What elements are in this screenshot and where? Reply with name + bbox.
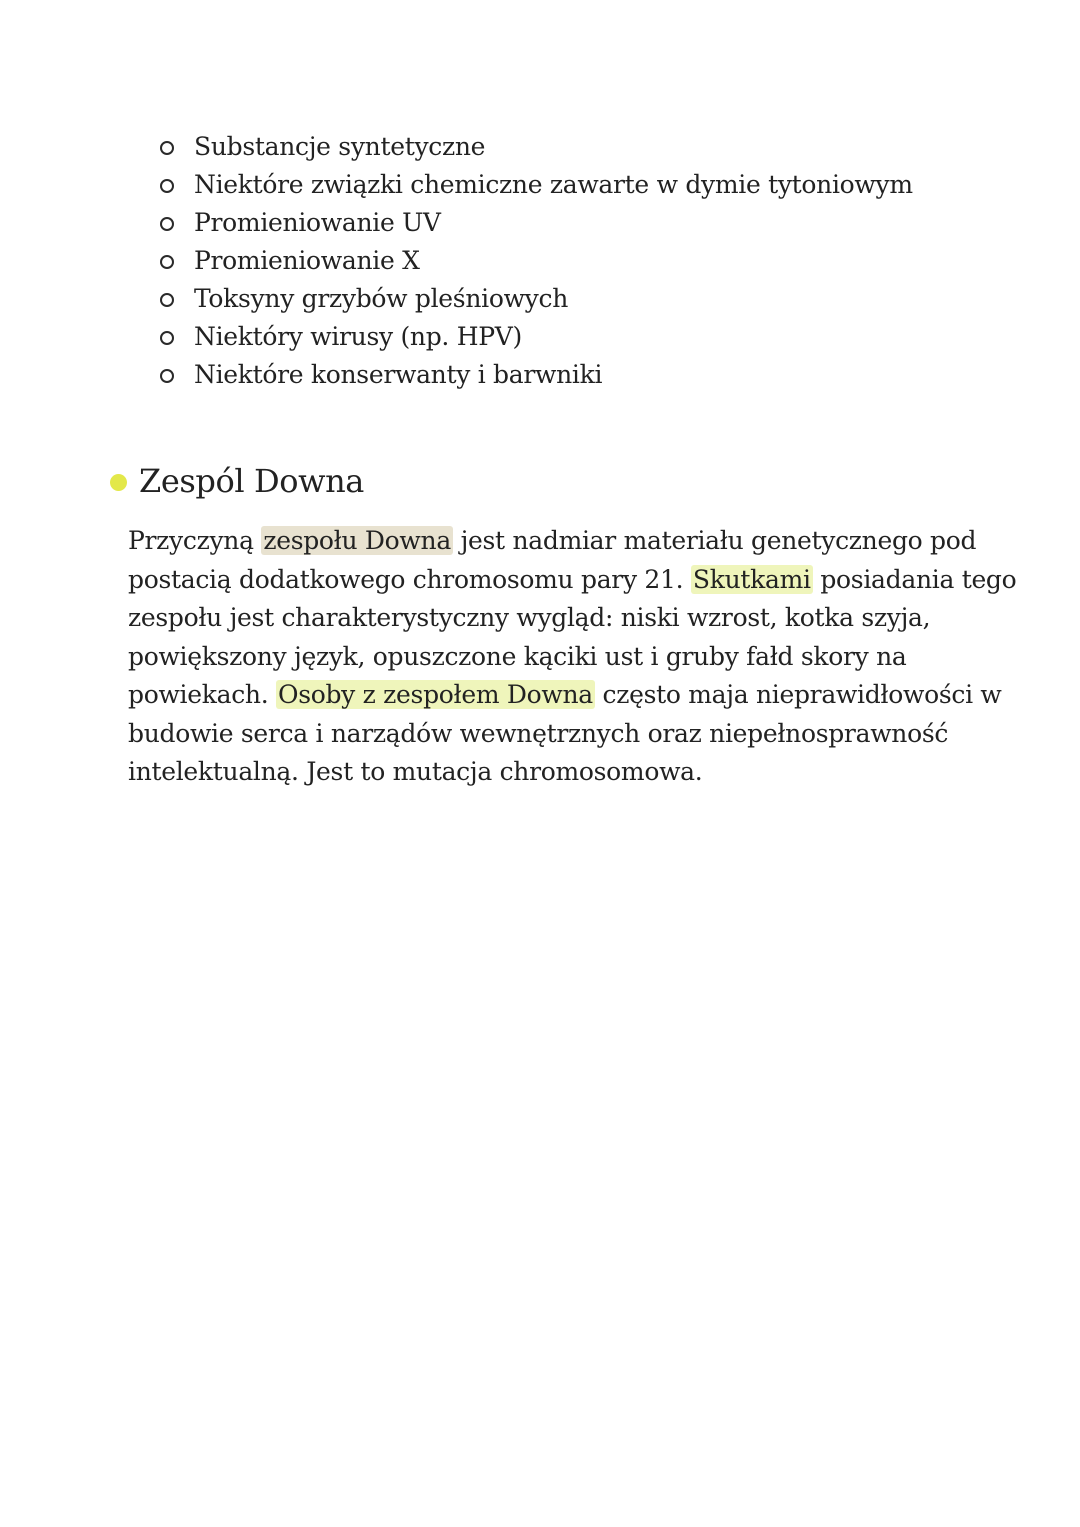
hollow-circle-bullet-icon [160,217,174,231]
list-item-text: Niektóre związki chemiczne zawarte w dymie tytoniowym [194,169,913,199]
list-item [160,317,913,355]
text-segment: jest nadmiar materiału genetycznego pod [452,526,977,555]
paragraph-line: zespołu jest charakterystyczny wygląd: niski wzrost, kotka szyja, [128,603,931,632]
text-segment: powiekach. [128,680,276,709]
hollow-circle-bullet-icon [160,293,174,307]
list-item-text: Toksyny grzybów pleśniowych [194,283,569,313]
list-item [160,165,913,203]
paragraph-line: budowie serca i narządów wewnętrznych oraz niepełnosprawność [128,718,949,748]
text-segment: postacią dodatkowego chromosomu pary 21. [128,564,691,594]
section-paragraph [128,522,1017,792]
list-item [160,279,913,317]
list-item [160,127,913,165]
yellow-dot-bullet-icon [110,474,127,491]
highlighted-text: Osoby z zespołem Downa [278,680,593,709]
section-heading [110,462,364,500]
paragraph-line [128,522,977,561]
highlighted-text: Skutkami [692,564,811,594]
list-item-text: Promieniowanie X [194,245,420,275]
hollow-circle-bullet-icon [160,179,174,193]
list-item-text: Substancje syntetyczne [194,131,486,161]
text-segment: Przyczyną [128,526,262,555]
hollow-circle-bullet-icon [160,141,174,155]
paragraph-line: intelektualną. Jest to mutacja chromosomowa. [128,757,703,786]
list-item [160,203,913,241]
paragraph-line: powiększony język, opuszczone kąciki ust i gruby fałd skory na [128,641,907,671]
list-item-text: Promieniowanie UV [194,207,441,237]
list-item [160,241,913,279]
hollow-circle-bullet-icon [160,369,174,383]
list-item-text: Niektóry wirusy (np. HPV) [194,321,522,351]
text-segment: posiadania tego [812,564,1017,594]
carcinogen-list [160,127,913,393]
paragraph-line [128,676,1002,715]
hollow-circle-bullet-icon [160,255,174,269]
list-item-text: Niektóre konserwanty i barwniki [194,359,603,389]
section-title: Zespól Downa [139,462,364,500]
paragraph-line [128,561,1017,600]
hollow-circle-bullet-icon [160,331,174,345]
text-segment: często maja nieprawidłowości w [594,680,1002,709]
list-item [160,355,913,393]
highlighted-text: zespołu Downa [263,526,451,555]
